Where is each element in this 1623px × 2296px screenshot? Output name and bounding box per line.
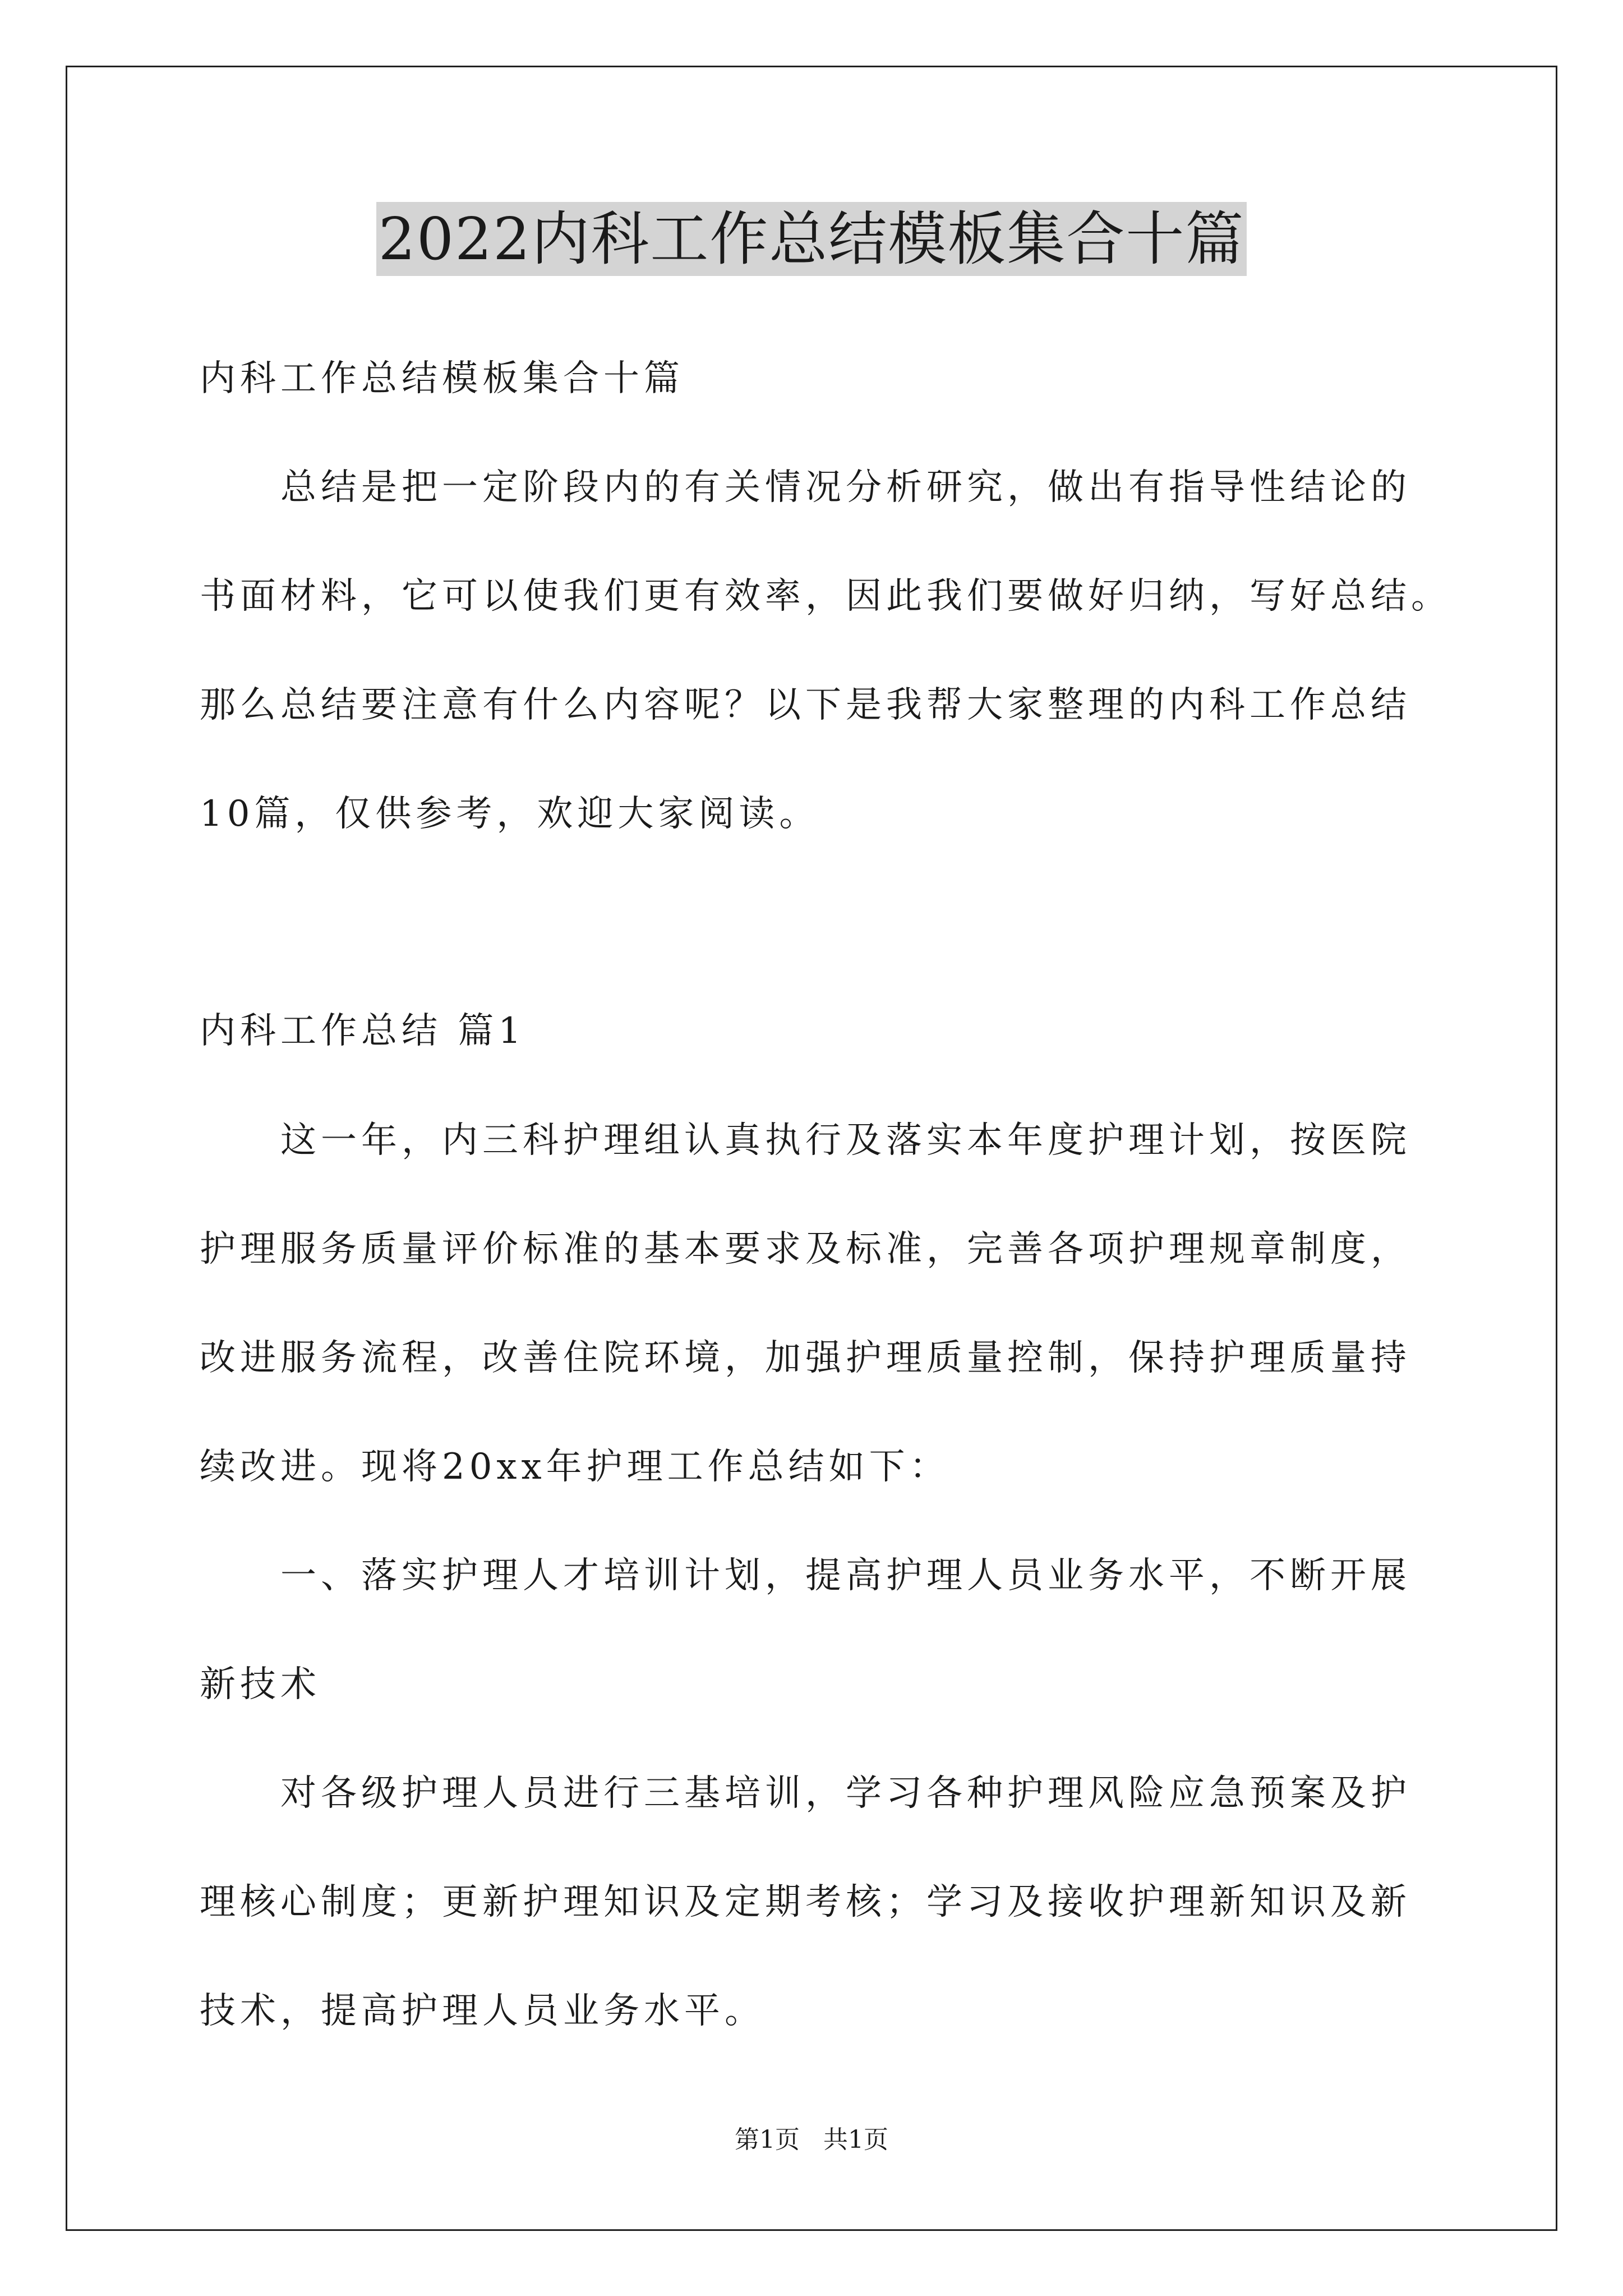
item1-body-line-2: 理核心制度；更新护理知识及定期考核；学习及接收护理新知识及新 <box>200 1881 1411 1923</box>
section-line-2: 护理服务质量评价标准的基本要求及标准，完善各项护理规章制度， <box>200 1228 1411 1270</box>
section-line-3: 改进服务流程，改善住院环境，加强护理质量控制，保持护理质量持 <box>200 1337 1411 1379</box>
document-title: 2022内科工作总结模板集合十篇 <box>376 202 1247 276</box>
title-container <box>0 202 1623 276</box>
document-subtitle: 内科工作总结模板集合十篇 <box>200 358 684 399</box>
item1-heading-line-1: 一、落实护理人才培训计划，提高护理人员业务水平，不断开展 <box>280 1555 1411 1596</box>
section-heading: 内科工作总结 篇1 <box>200 1010 526 1052</box>
intro-line-4: 10篇，仅供参考，欢迎大家阅读。 <box>200 793 820 835</box>
section-line-4: 续改进。现将20xx年护理工作总结如下： <box>200 1446 950 1488</box>
intro-line-2: 书面材料，它可以使我们更有效率，因此我们要做好归纳，写好总结。 <box>200 576 1451 617</box>
item1-body-line-3: 技术，提高护理人员业务水平。 <box>200 1990 765 2032</box>
page-footer: 第1页 共1页 <box>735 2125 888 2154</box>
item1-body-line-1: 对各级护理人员进行三基培训，学习各种护理风险应急预案及护 <box>280 1773 1411 1814</box>
intro-line-3: 那么总结要注意有什么内容呢？以下是我帮大家整理的内科工作总结 <box>200 684 1411 726</box>
item1-heading-line-2: 新技术 <box>200 1664 321 1705</box>
section-line-1: 这一年，内三科护理组认真执行及落实本年度护理计划，按医院 <box>280 1120 1411 1161</box>
intro-line-1: 总结是把一定阶段内的有关情况分析研究，做出有指导性结论的 <box>280 467 1411 508</box>
